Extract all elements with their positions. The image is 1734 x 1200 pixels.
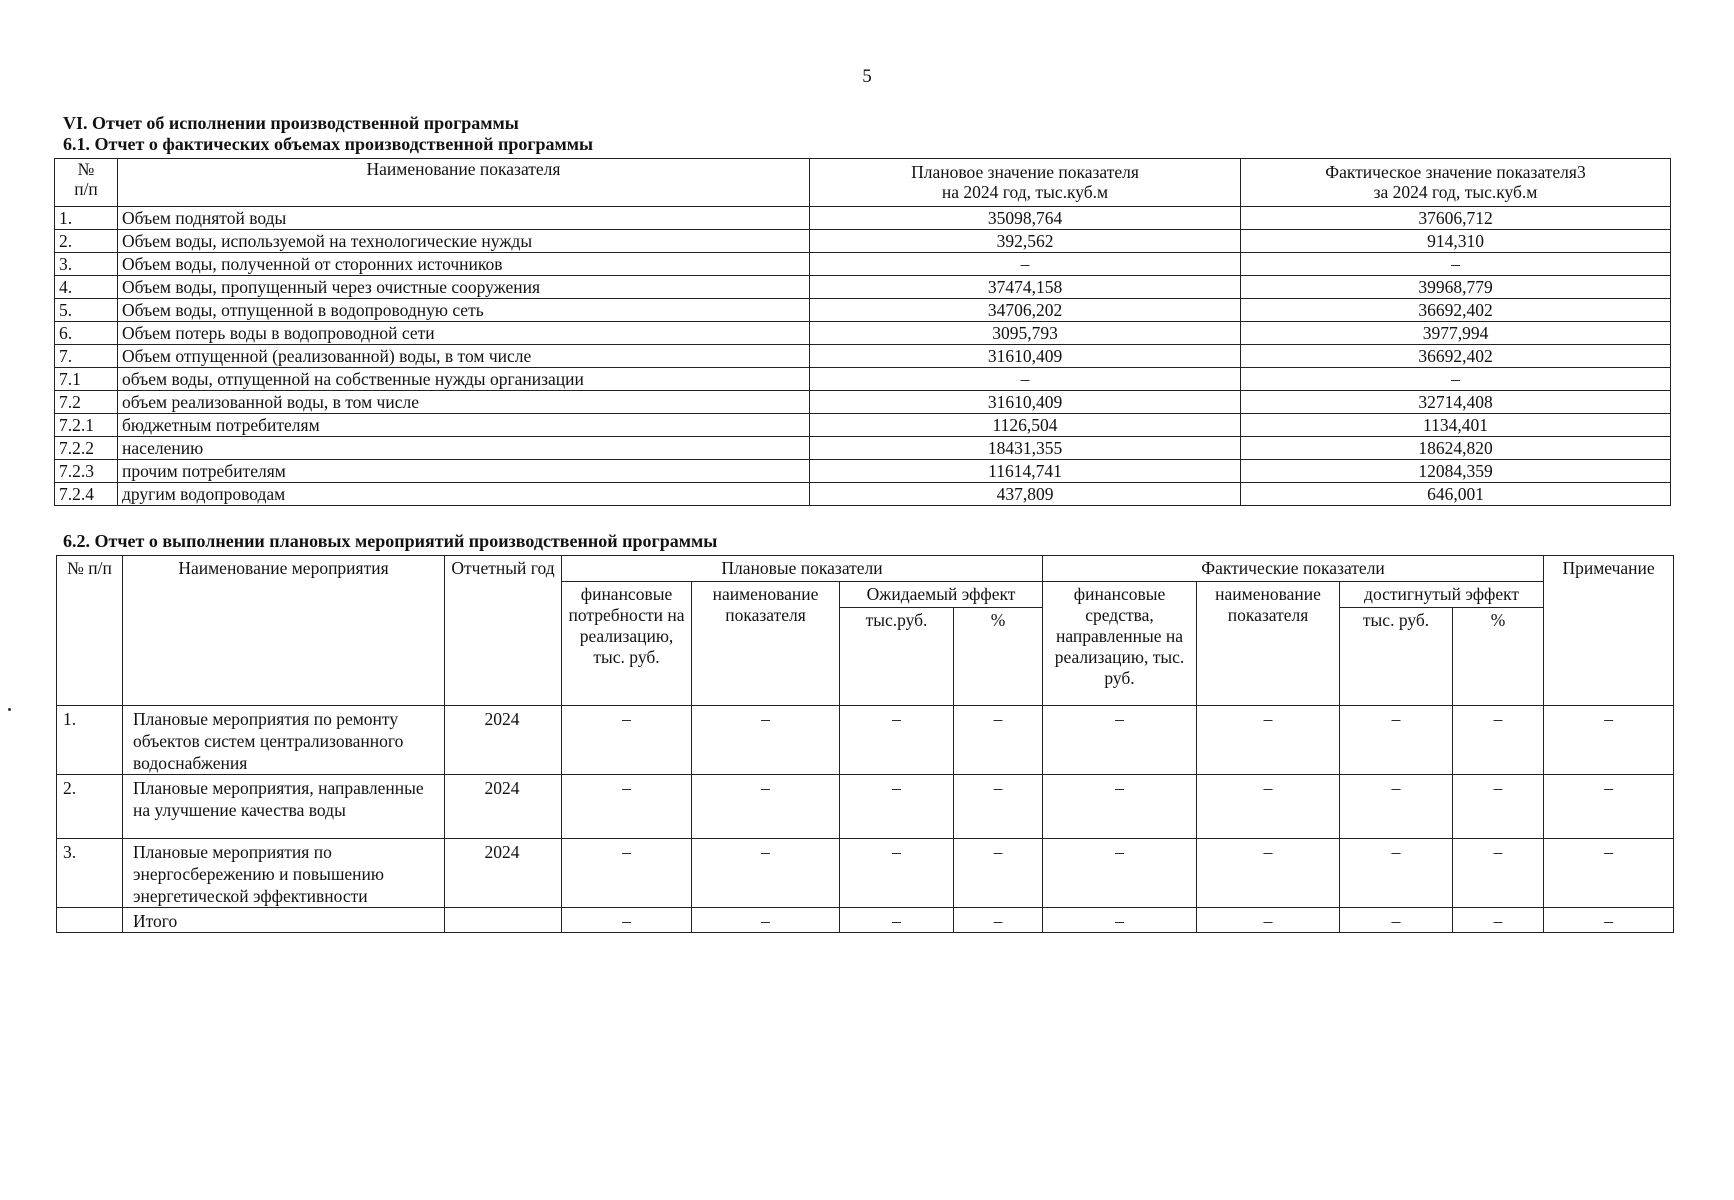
indicator-name: бюджетным потребителям (118, 414, 810, 437)
total-row (57, 908, 1674, 933)
table-row (55, 276, 1671, 299)
plan-value: 1126,504 (810, 414, 1241, 437)
fact-effect-rub-cell: – (1340, 706, 1453, 775)
table1-title: 6.1. Отчет о фактических объемах производственной программы (63, 134, 594, 154)
fact-value: 36692,402 (1241, 345, 1671, 368)
row-number: 2. (55, 230, 118, 253)
header-num: № п/п (57, 556, 123, 706)
header-fact-fin: финансовые средства, направленные на реализацию, тыс. руб. (1043, 582, 1197, 706)
fact-effect-pct-cell: – (1453, 908, 1544, 933)
planned-measures-table (56, 555, 1674, 933)
indicator-name: объем воды, отпущенной на собственные нужды организации (118, 368, 810, 391)
report-year: 2024 (445, 775, 562, 839)
indicator-name: объем реализованной воды, в том числе (118, 391, 810, 414)
report-year (445, 908, 562, 933)
row-number: 3. (55, 253, 118, 276)
plan-indicator-cell: – (692, 775, 840, 839)
table1-header-row (55, 159, 1671, 207)
table-row (55, 322, 1671, 345)
fact-value: 3977,994 (1241, 322, 1671, 345)
indicator-name: населению (118, 437, 810, 460)
plan-value: 392,562 (810, 230, 1241, 253)
section-title: VI. Отчет об исполнении производственной программы (63, 113, 519, 133)
fact-value: 36692,402 (1241, 299, 1671, 322)
row-number: 5. (55, 299, 118, 322)
fact-value: – (1241, 253, 1671, 276)
fact-indicator-cell: – (1197, 908, 1340, 933)
header-plan-effect-rub: тыс.руб. (840, 608, 954, 706)
note-cell: – (1544, 706, 1674, 775)
indicator-name: другим водопроводам (118, 483, 810, 506)
plan-indicator-cell: – (692, 706, 840, 775)
measure-name: Плановые мероприятия, направленные на улучшение качества воды (123, 775, 445, 839)
header-plan-fin: финансовые потребности на реализацию, тыс. руб. (562, 582, 692, 706)
production-volumes-table (54, 158, 1671, 506)
fact-effect-rub-cell: – (1340, 839, 1453, 908)
row-number: 3. (57, 839, 123, 908)
fact-effect-pct-cell: – (1453, 706, 1544, 775)
header-fact-effect: достигнутый эффект (1340, 582, 1544, 608)
plan-effect-rub-cell: – (840, 908, 954, 933)
plan-indicator-cell: – (692, 839, 840, 908)
plan-fin-cell: – (562, 775, 692, 839)
plan-effect-rub-cell: – (840, 775, 954, 839)
fact-value: 32714,408 (1241, 391, 1671, 414)
note-cell: – (1544, 839, 1674, 908)
header-name: Наименование показателя (118, 159, 810, 207)
plan-fin-cell: – (562, 706, 692, 775)
plan-value: 37474,158 (810, 276, 1241, 299)
scan-speck (8, 708, 11, 711)
row-number: 7.2.2 (55, 437, 118, 460)
table-row (57, 706, 1674, 775)
plan-value: 437,809 (810, 483, 1241, 506)
plan-effect-rub-cell: – (840, 839, 954, 908)
fact-fin-cell: – (1043, 706, 1197, 775)
plan-value: 31610,409 (810, 345, 1241, 368)
plan-effect-pct-cell: – (954, 839, 1043, 908)
row-number: 7.2.1 (55, 414, 118, 437)
plan-value: 31610,409 (810, 391, 1241, 414)
indicator-name: Объем воды, пропущенный через очистные сооружения (118, 276, 810, 299)
plan-value: 11614,741 (810, 460, 1241, 483)
fact-indicator-cell: – (1197, 775, 1340, 839)
header-note: Примечание (1544, 556, 1674, 706)
table-row (55, 207, 1671, 230)
indicator-name: Объем поднятой воды (118, 207, 810, 230)
table-row (55, 345, 1671, 368)
row-number: 1. (55, 207, 118, 230)
plan-value: 34706,202 (810, 299, 1241, 322)
row-number: 2. (57, 775, 123, 839)
header-fact-indicator: наименование показателя (1197, 582, 1340, 706)
plan-value: – (810, 368, 1241, 391)
fact-value: 12084,359 (1241, 460, 1671, 483)
indicator-name: Объем воды, полученной от сторонних источников (118, 253, 810, 276)
table-row (55, 437, 1671, 460)
table-row (55, 460, 1671, 483)
plan-effect-rub-cell: – (840, 706, 954, 775)
fact-indicator-cell: – (1197, 839, 1340, 908)
row-number (57, 908, 123, 933)
report-year: 2024 (445, 706, 562, 775)
table-row (57, 775, 1674, 839)
fact-fin-cell: – (1043, 908, 1197, 933)
note-cell: – (1544, 908, 1674, 933)
header-plan-indicator: наименование показателя (692, 582, 840, 706)
header-actual: Фактические показатели (1043, 556, 1544, 582)
fact-value: 39968,779 (1241, 276, 1671, 299)
fact-value: 37606,712 (1241, 207, 1671, 230)
header-plan-effect-pct: % (954, 608, 1043, 706)
table-row (55, 368, 1671, 391)
fact-effect-pct-cell: – (1453, 775, 1544, 839)
table2-title: 6.2. Отчет о выполнении плановых мероприятий производственной программы (63, 531, 718, 551)
fact-value: 646,001 (1241, 483, 1671, 506)
measure-name: Плановые мероприятия по ремонту объектов систем централизованного водоснабжения (123, 706, 445, 775)
row-number: 7. (55, 345, 118, 368)
header-plan: Плановое значение показателя на 2024 год, тыс.куб.м (810, 159, 1241, 207)
fact-effect-pct-cell: – (1453, 839, 1544, 908)
indicator-name: Объем воды, используемой на технологические нужды (118, 230, 810, 253)
table-row (57, 839, 1674, 908)
fact-value: 18624,820 (1241, 437, 1671, 460)
note-cell: – (1544, 775, 1674, 839)
row-number: 7.2.4 (55, 483, 118, 506)
row-number: 1. (57, 706, 123, 775)
row-number: 4. (55, 276, 118, 299)
page-number: 5 (862, 66, 872, 87)
header-fact: Фактическое значение показателя3 за 2024 год, тыс.куб.м (1241, 159, 1671, 207)
indicator-name: Объем воды, отпущенной в водопроводную сеть (118, 299, 810, 322)
indicator-name: прочим потребителям (118, 460, 810, 483)
table-row (55, 253, 1671, 276)
plan-indicator-cell: – (692, 908, 840, 933)
plan-fin-cell: – (562, 839, 692, 908)
header-measure-name: Наименование мероприятия (123, 556, 445, 706)
fact-indicator-cell: – (1197, 706, 1340, 775)
fact-effect-rub-cell: – (1340, 908, 1453, 933)
measure-name: Плановые мероприятия по энергосбережению и повышению энергетической эффективности (123, 839, 445, 908)
plan-fin-cell: – (562, 908, 692, 933)
table-row (55, 483, 1671, 506)
fact-fin-cell: – (1043, 839, 1197, 908)
header-num: № п/п (55, 159, 118, 207)
header-plan-effect: Ожидаемый эффект (840, 582, 1043, 608)
table-row (55, 230, 1671, 253)
indicator-name: Объем отпущенной (реализованной) воды, в том числе (118, 345, 810, 368)
row-number: 7.2.3 (55, 460, 118, 483)
table-row (55, 391, 1671, 414)
row-number: 6. (55, 322, 118, 345)
fact-effect-rub-cell: – (1340, 775, 1453, 839)
measure-name: Итого (123, 908, 445, 933)
fact-value: 914,310 (1241, 230, 1671, 253)
plan-value: 35098,764 (810, 207, 1241, 230)
plan-effect-pct-cell: – (954, 775, 1043, 839)
row-number: 7.1 (55, 368, 118, 391)
indicator-name: Объем потерь воды в водопроводной сети (118, 322, 810, 345)
header-planned: Плановые показатели (562, 556, 1043, 582)
header-year: Отчетный год (445, 556, 562, 706)
plan-effect-pct-cell: – (954, 908, 1043, 933)
fact-fin-cell: – (1043, 775, 1197, 839)
fact-value: 1134,401 (1241, 414, 1671, 437)
plan-effect-pct-cell: – (954, 706, 1043, 775)
plan-value: – (810, 253, 1241, 276)
table-row (55, 414, 1671, 437)
table2-header-row-1 (57, 556, 1674, 582)
plan-value: 18431,355 (810, 437, 1241, 460)
header-fact-effect-pct: % (1453, 608, 1544, 706)
report-year: 2024 (445, 839, 562, 908)
row-number: 7.2 (55, 391, 118, 414)
header-fact-effect-rub: тыс. руб. (1340, 608, 1453, 706)
table-row (55, 299, 1671, 322)
plan-value: 3095,793 (810, 322, 1241, 345)
fact-value: – (1241, 368, 1671, 391)
